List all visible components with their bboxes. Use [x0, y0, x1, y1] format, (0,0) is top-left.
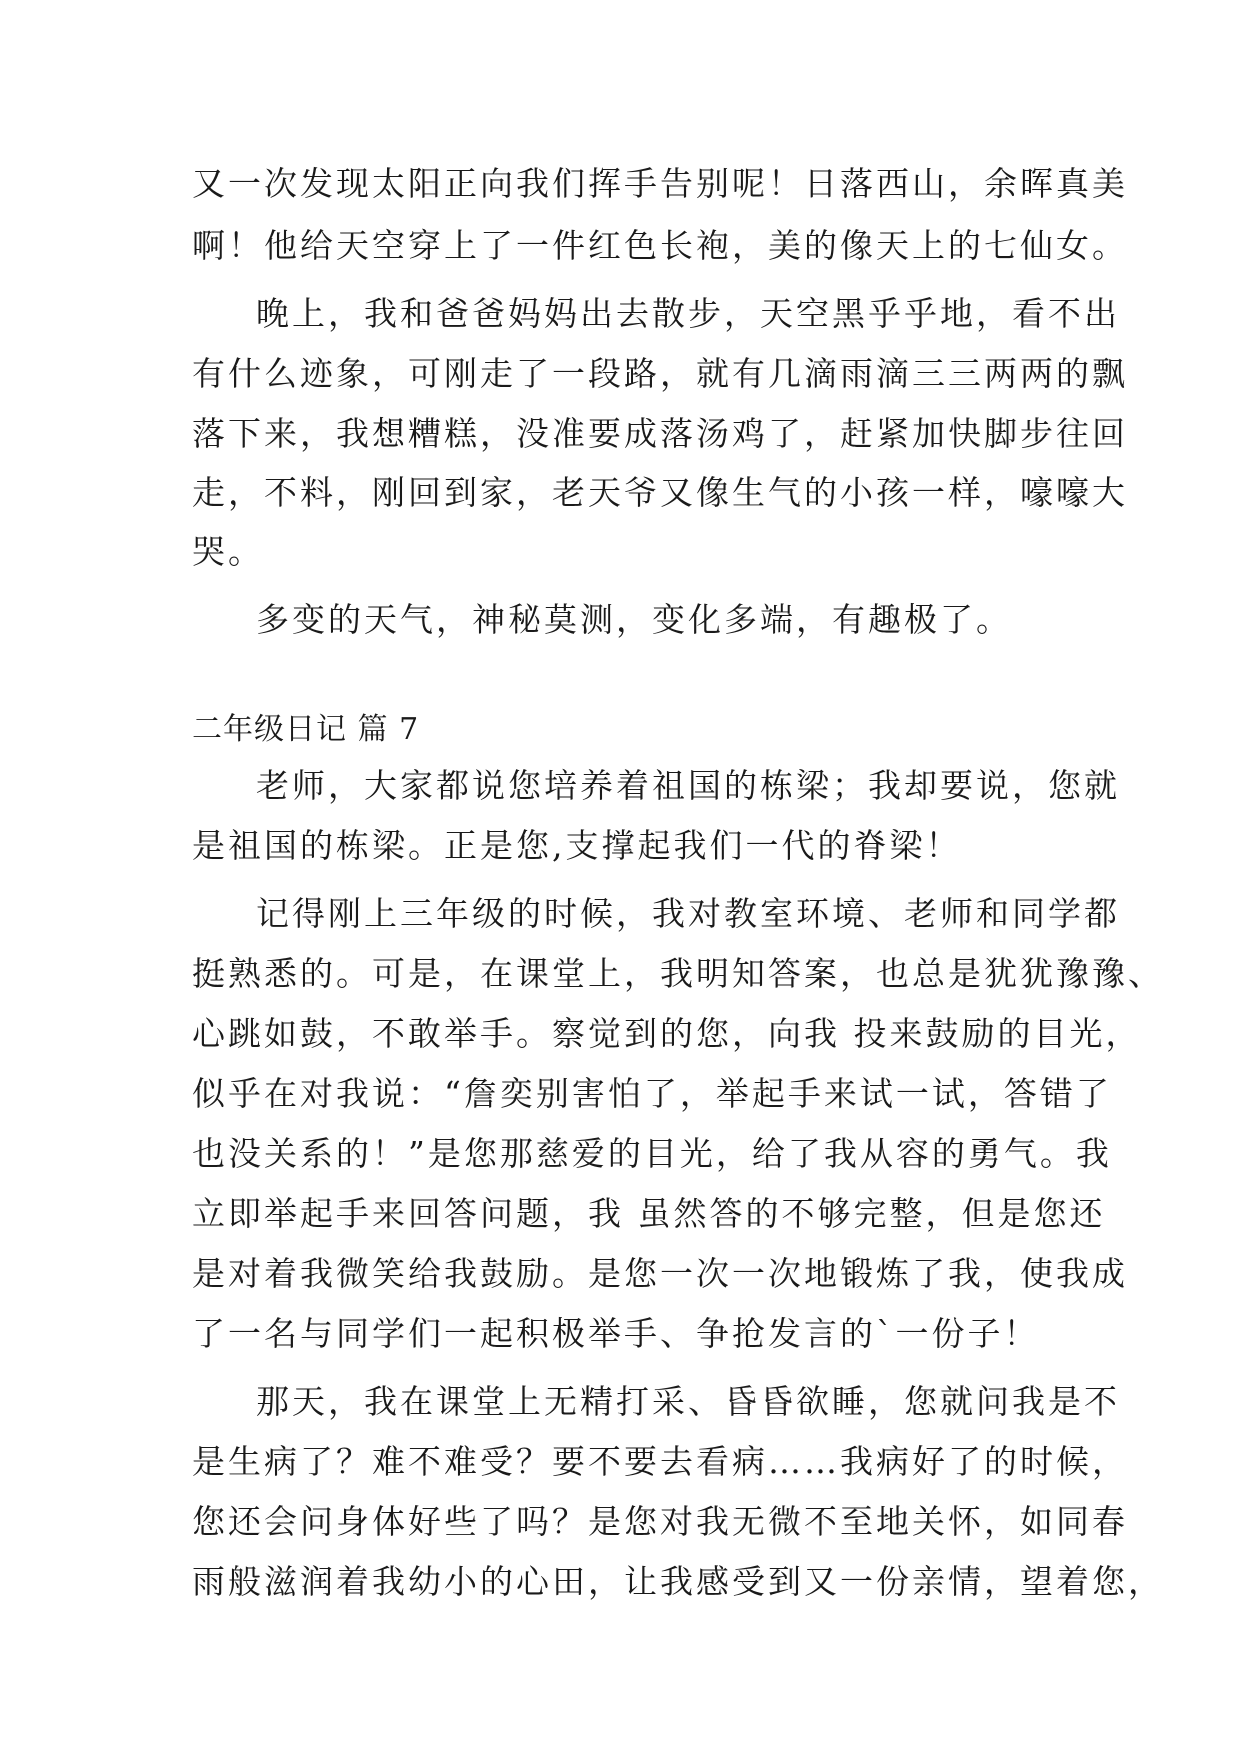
text-line: 啊！他给天空穿上了一件红色长袍，美的像天上的七仙女。: [192, 226, 1128, 265]
section-heading: 二年级日记 篇 7: [192, 712, 420, 747]
text-line: 也没关系的！”是您那慈爱的目光，给了我从容的勇气。我: [192, 1134, 1112, 1173]
text-line: 落下来，我想糟糕，没准要成落汤鸡了，赶紧加快脚步往回: [192, 414, 1128, 453]
text-line: 您还会问身体好些了吗？是您对我无微不至地关怀，如同春: [192, 1502, 1128, 1541]
text-line: 又一次发现太阳正向我们挥手告别呢！日落西山，余晖真美: [192, 164, 1128, 203]
text-line: 记得刚上三年级的时候，我对教室环境、老师和同学都: [256, 894, 1120, 933]
text-line: 有什么迹象，可刚走了一段路，就有几滴雨滴三三两两的飘: [192, 354, 1128, 393]
text-line: 挺熟悉的。可是，在课堂上，我明知答案，也总是犹犹豫豫、: [192, 954, 1164, 993]
text-line: 走，不料，刚回到家，老天爷又像生气的小孩一样，嚎嚎大: [192, 473, 1128, 512]
text-line: 是对着我微笑给我鼓励。是您一次一次地锻炼了我，使我成: [192, 1254, 1128, 1293]
text-line: 是生病了？难不难受？要不要去看病……我病好了的时候，: [192, 1442, 1128, 1481]
text-line: 哭。: [192, 532, 264, 571]
text-line: 心跳如鼓，不敢举手。察觉到的您，向我 投来鼓励的目光，: [192, 1014, 1142, 1053]
text-line: 似乎在对我说：“詹奕别害怕了，举起手来试一试，答错了: [192, 1074, 1112, 1113]
text-line: 多变的天气，神秘莫测，变化多端，有趣极了。: [256, 600, 1012, 639]
text-line: 是祖国的栋梁。正是您,支撑起我们一代的脊梁！: [192, 826, 962, 865]
text-line: 老师，大家都说您培养着祖国的栋梁；我却要说，您就: [256, 766, 1120, 805]
text-line: 那天，我在课堂上无精打采、昏昏欲睡，您就问我是不: [256, 1382, 1120, 1421]
text-line: 了一名与同学们一起积极举手、争抢发言的`一份子！: [192, 1314, 1040, 1353]
text-line: 雨般滋润着我幼小的心田，让我感受到又一份亲情，望着您，: [192, 1562, 1164, 1601]
text-line: 晚上，我和爸爸妈妈出去散步，天空黑乎乎地，看不出: [256, 294, 1120, 333]
text-line: 立即举起手来回答问题，我 虽然答的不够完整，但是您还: [192, 1194, 1106, 1233]
